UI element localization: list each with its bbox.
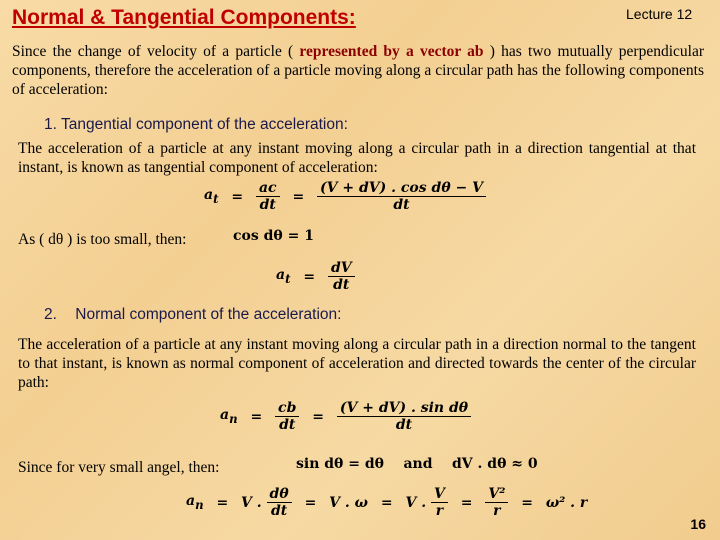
section2-heading	[44, 306, 341, 324]
eq-lhs: $a_t$	[276, 267, 291, 286]
fraction: $\frac{dV}{dt}$	[328, 260, 355, 293]
section1-small-angle-text: As ( dθ ) is too small, then:	[18, 231, 187, 248]
section1-title: Tangential component of the acceleration:	[60, 116, 348, 133]
section2-title: Normal component of the acceleration:	[75, 306, 342, 323]
fraction: $\frac{\text{V²}}{r}$	[485, 486, 508, 519]
equals-sign: =	[303, 268, 316, 285]
equals-sign: =	[304, 494, 317, 511]
intro-after: ) has two mutually perpendicular components, therefore the acceleration of a particle moving along a circular path has the following components of acceleration:	[12, 43, 704, 98]
eq-lhs: $a_n$	[220, 407, 238, 426]
section2-equation-2	[186, 486, 587, 519]
equals-sign: =	[292, 188, 305, 205]
fraction: $\frac{cb}{dt}$	[275, 400, 299, 433]
equals-sign: =	[312, 408, 324, 425]
section1-number: 1.	[44, 116, 57, 133]
intro-before: Since the change of velocity of a particle (	[12, 43, 300, 60]
section2-number: 2.	[44, 306, 57, 323]
eq-lhs: $a_n$	[186, 493, 204, 512]
fraction: $\frac{V}{r}$	[431, 486, 448, 519]
fraction: $\frac{\text{(V + dV) . cos dθ − V}}{dt}$	[317, 180, 486, 213]
equals-sign: =	[460, 494, 473, 511]
section1-equation-2	[276, 260, 355, 293]
section1-text: The acceleration of a particle at any instant moving along a circular path in a direction tangential at that instant, is known as tangential component of acceleration:	[18, 140, 696, 176]
section2-small-angle-equation: sin dθ = dθ and dV . dθ ≈ 0	[296, 456, 538, 472]
section2-text: The acceleration of a particle at any instant moving along a circular path in a direction normal to the tangent to that instant, is known as normal component of acceleration and directed towards the center of the circular path:	[18, 336, 696, 391]
eq-lhs: $a_t$	[204, 187, 219, 206]
section2-equation-1	[220, 400, 471, 433]
equals-sign: =	[231, 188, 244, 205]
intro-paragraph	[12, 42, 704, 99]
page-number: 16	[690, 516, 706, 532]
section1-small-angle-equation: cos dθ = 1	[233, 228, 314, 244]
lecture-label: Lecture 12	[626, 6, 693, 22]
term: V . ω	[329, 494, 368, 511]
equals-sign: =	[380, 494, 393, 511]
fraction: $\frac{\text{(V + dV) . sin dθ}}{dt}$	[337, 400, 471, 433]
term: V .	[405, 494, 427, 511]
equals-sign: =	[521, 494, 533, 511]
section1-heading	[44, 116, 348, 134]
slide-title: Normal & Tangential Components:	[12, 6, 356, 29]
term: V .	[241, 494, 262, 511]
fraction: $\frac{ac}{dt}$	[256, 180, 280, 213]
equals-sign: =	[250, 408, 263, 425]
section1-equation-1	[204, 180, 486, 213]
term: ω² . r	[545, 494, 588, 511]
equals-sign: =	[216, 494, 229, 511]
section2-small-angle-text: Since for very small angel, then:	[18, 459, 220, 476]
fraction: $\frac{d\theta}{dt}$	[267, 486, 292, 519]
intro-highlight: represented by a vector ab	[299, 43, 484, 60]
